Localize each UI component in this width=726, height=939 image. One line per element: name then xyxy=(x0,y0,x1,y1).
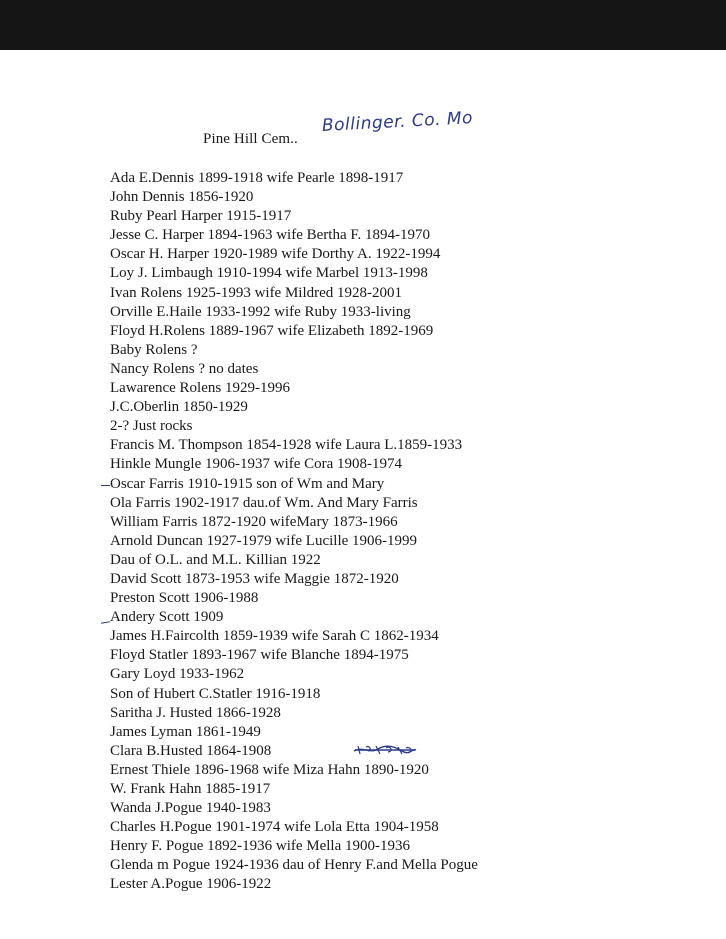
cemetery-title: Pine Hill Cem.. xyxy=(203,131,298,147)
burial-record: Glenda m Pogue 1924-1936 dau of Henry F.and Mella Pogue xyxy=(110,857,478,874)
burial-record: Clara B.Husted 1864-1908 xyxy=(110,742,272,759)
handwritten-county-note: Bollinger. Co. Mo xyxy=(321,108,474,136)
burial-record: W. Frank Hahn 1885-1917 xyxy=(110,781,271,797)
burial-record: Ruby Pearl Harper 1915-1917 xyxy=(110,208,292,225)
burial-record: Nancy Rolens ? no dates xyxy=(110,360,259,377)
burial-record: Andery Scott 1909 xyxy=(110,609,224,626)
burial-record: William Farris 1872-1920 wifeMary 1873-1966 xyxy=(110,513,398,530)
burial-record: James Lyman 1861-1949 xyxy=(110,723,261,740)
burial-record: Saritha J. Husted 1866-1928 xyxy=(110,704,281,721)
burial-record: Preston Scott 1906-1988 xyxy=(110,590,259,607)
burial-record: Orville E.Haile 1933-1992 wife Ruby 1933-living xyxy=(110,303,411,320)
burial-record: Hinkle Mungle 1906-1937 wife Cora 1908-1974 xyxy=(110,456,403,473)
burial-record: Ada E.Dennis 1899-1918 wife Pearle 1898-1917 xyxy=(110,170,404,186)
handwritten-dash-mark xyxy=(101,621,110,624)
burial-record: Ivan Rolens 1925-1993 wife Mildred 1928-2001 xyxy=(110,284,403,301)
burial-record: Arnold Duncan 1927-1979 wife Lucille 1906-1999 xyxy=(110,532,418,549)
burial-record: Francis M. Thompson 1854-1928 wife Laura L.1859-1933 xyxy=(110,437,463,454)
burial-record: Floyd H.Rolens 1889-1967 wife Elizabeth 1892-1969 xyxy=(110,322,434,339)
burial-record: James H.Faircolth 1859-1939 wife Sarah C 1862-1934 xyxy=(110,628,439,645)
burial-record: 2-? Just rocks xyxy=(110,418,193,435)
burial-record: Dau of O.L. and M.L. Killian 1922 xyxy=(110,551,321,568)
scanner-top-band xyxy=(0,0,726,50)
burial-records-list xyxy=(110,169,478,895)
burial-record: Charles H.Pogue 1901-1974 wife Lola Etta 1904-1958 xyxy=(110,819,439,836)
burial-record: David Scott 1873-1953 wife Maggie 1872-1920 xyxy=(110,570,399,587)
burial-record: Ernest Thiele 1896-1968 wife Miza Hahn 1890-1920 xyxy=(110,761,429,778)
burial-record: Henry F. Pogue 1892-1936 wife Mella 1900-1936 xyxy=(110,838,411,855)
burial-record: Oscar H. Harper 1920-1989 wife Dorthy A. 1922-1994 xyxy=(110,246,441,263)
burial-record: J.C.Oberlin 1850-1929 xyxy=(110,399,248,416)
burial-record: Baby Rolens ? xyxy=(110,341,198,358)
burial-record: Wanda J.Pogue 1940-1983 xyxy=(110,800,271,817)
burial-record: Lawarence Rolens 1929-1996 xyxy=(110,380,290,397)
burial-record: Oscar Farris 1910-1915 son of Wm and Mary xyxy=(110,475,385,492)
burial-record: Son of Hubert C.Statler 1916-1918 xyxy=(110,685,321,702)
burial-record: Floyd Statler 1893-1967 wife Blanche 1894-1975 xyxy=(110,647,409,664)
burial-record: Ola Farris 1902-1917 dau.of Wm. And Mary Farris xyxy=(110,494,418,511)
burial-record: Jesse C. Harper 1894-1963 wife Bertha F. 1894-1970 xyxy=(110,227,430,244)
handwritten-dash-mark xyxy=(101,485,110,486)
burial-record: Gary Loyd 1933-1962 xyxy=(110,666,245,683)
burial-record: Lester A.Pogue 1906-1922 xyxy=(110,876,272,893)
burial-record: Loy J. Limbaugh 1910-1994 wife Marbel 1913-1998 xyxy=(110,265,428,282)
burial-record: John Dennis 1856-1920 xyxy=(110,189,254,206)
